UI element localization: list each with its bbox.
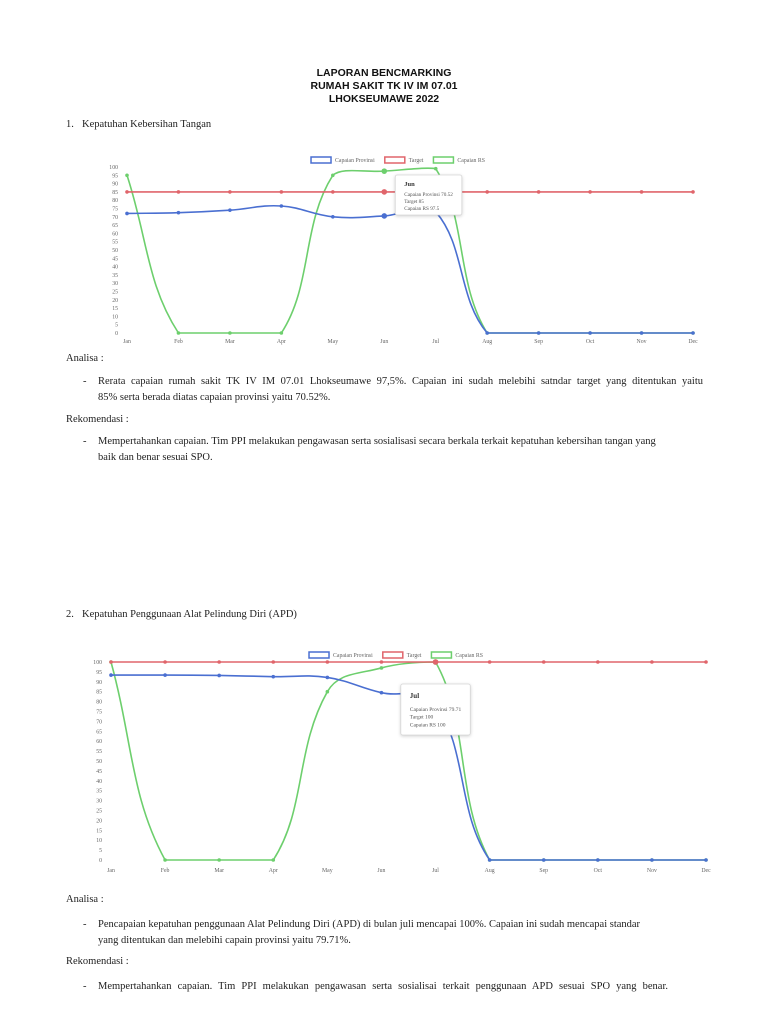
y-tick-label: 35: [96, 788, 102, 795]
data-point-target: [488, 660, 492, 664]
y-tick-label: 20: [112, 297, 118, 304]
section-1-title: Kepatuhan Kebersihan Tangan: [82, 119, 212, 130]
report-title-line-3: LHOKSEUMAWE 2022: [328, 93, 440, 105]
y-tick-label: 100: [93, 660, 102, 666]
data-point-capaian-provinsi: [109, 673, 113, 677]
y-tick-label: 15: [112, 306, 118, 313]
y-tick-label: 85: [96, 689, 102, 696]
y-tick-label: 55: [96, 749, 102, 756]
y-tick-label: 30: [112, 281, 118, 288]
data-point-target: [109, 660, 113, 664]
legend-label: Capaian Provinsi: [333, 653, 373, 659]
legend-item-capaian-provinsi: [311, 157, 375, 164]
data-point-capaian-provinsi: [650, 858, 654, 862]
y-tick-label: 65: [112, 223, 118, 230]
legend-label: Capaian RS: [455, 653, 483, 659]
y-axis: [109, 165, 118, 337]
data-point-capaian-provinsi: [640, 331, 644, 335]
bullet-line: Rerata capaian rumah sakit TK IV IM 07.01 Lhokseumawe 97,5%. Capaian ini sudah melebihi satndar target yang ditentukan yaitu: [98, 376, 703, 387]
x-tick-label: Jun: [380, 339, 389, 345]
tooltip-line: Capaian RS 97.5: [404, 206, 440, 212]
data-point-capaian-rs: [228, 331, 232, 335]
section-1-rekomendasi-label: Rekomendasi :: [66, 414, 129, 425]
data-point-capaian-provinsi: [542, 858, 546, 862]
data-point-target: [704, 660, 708, 664]
x-tick-label: Jun: [377, 868, 386, 874]
legend-item-capaian-rs: [431, 652, 483, 659]
data-point-capaian-rs: [125, 174, 129, 178]
legend-item-target: [385, 157, 424, 164]
y-tick-label: 35: [112, 272, 118, 279]
data-point-capaian-provinsi: [691, 331, 695, 335]
data-point-target: [596, 660, 600, 664]
y-tick-label: 0: [99, 858, 102, 864]
section-2-rekomendasi-label: Rekomendasi :: [66, 956, 129, 967]
data-point-capaian-provinsi: [280, 204, 284, 208]
series-capaian-provinsi: [125, 204, 695, 335]
data-point-capaian-rs: [217, 858, 221, 862]
legend-swatch: [433, 157, 453, 163]
section-2-heading: [66, 607, 666, 622]
series-line-capaian-provinsi: [127, 206, 693, 333]
legend-item-capaian-provinsi: [309, 652, 373, 659]
data-point-target: [640, 190, 644, 194]
data-point-target: [331, 190, 335, 194]
data-point-capaian-provinsi: [588, 331, 592, 335]
y-tick-label: 80: [96, 699, 102, 706]
bullet-dash: -: [83, 436, 87, 447]
section-1-number: 1.: [66, 119, 74, 130]
data-point-capaian-rs: [177, 331, 181, 335]
x-axis: [123, 339, 698, 345]
data-point-target: [433, 659, 439, 665]
y-tick-label: 40: [112, 264, 118, 271]
x-tick-label: Jul: [432, 868, 439, 874]
data-point-capaian-provinsi: [228, 208, 232, 212]
y-tick-label: 75: [112, 206, 118, 213]
y-tick-label: 20: [96, 818, 102, 825]
section-2-title: Kepatuhan Penggunaan Alat Pelindung Diri (APD): [82, 609, 297, 620]
y-tick-label: 70: [112, 214, 118, 221]
data-point-capaian-provinsi: [380, 691, 384, 695]
x-axis: [107, 868, 711, 874]
data-point-target: [217, 660, 221, 664]
y-tick-label: 85: [112, 189, 118, 196]
data-point-target: [691, 190, 695, 194]
x-tick-label: Aug: [484, 868, 495, 874]
bullet-line: Pencapaian kepatuhan penggunaan Alat Pelindung Diri (APD) di bulan juli mencapai 100%. Capaian ini sudah mencapai standar: [98, 919, 641, 930]
x-tick-label: Sep: [534, 339, 543, 345]
tooltip: [401, 684, 470, 735]
report-title-line-1: LAPORAN BENCMARKING: [316, 67, 452, 79]
x-tick-label: Jul: [432, 339, 440, 345]
section-2-number: 2.: [66, 609, 74, 620]
y-tick-label: 45: [96, 768, 102, 775]
x-tick-label: Apr: [268, 868, 278, 874]
y-tick-label: 10: [96, 838, 102, 845]
apd-compliance-chart: [80, 645, 720, 880]
x-tick-label: May: [327, 339, 339, 345]
bullet-line: Mempertahankan capaian. Tim PPI melakukan pengawasan serta sosialisai terkait penggunaan APD sesuai SPO yang benar.: [98, 981, 668, 992]
y-tick-label: 90: [96, 679, 102, 686]
y-axis: [93, 660, 102, 864]
data-point-capaian-rs: [271, 858, 275, 862]
y-tick-label: 45: [112, 256, 118, 263]
bullet-text: [98, 979, 668, 995]
section-1-analisa-label: Analisa :: [66, 353, 104, 364]
tooltip-line: Capaian RS 100: [409, 722, 446, 729]
legend-swatch: [311, 157, 331, 163]
data-point-target: [542, 660, 546, 664]
y-tick-label: 5: [99, 848, 102, 855]
legend-item-capaian-rs: [433, 157, 485, 164]
data-point-capaian-provinsi: [331, 215, 335, 219]
x-tick-label: Apr: [276, 339, 286, 345]
legend: [311, 157, 485, 164]
data-point-capaian-provinsi: [381, 213, 387, 219]
hand-hygiene-compliance-chart: [90, 150, 710, 350]
legend-swatch: [385, 157, 405, 163]
data-point-target: [271, 660, 275, 664]
y-tick-label: 30: [96, 798, 102, 805]
data-point-target: [537, 190, 541, 194]
section-2-analisa-label: Analisa :: [66, 894, 104, 905]
bullet-line: Mempertahankan capaian. Tim PPI melakukan pengawasan serta sosialisasi secara berkala terkait kepatuhan kebersihan tangan yang: [98, 436, 656, 447]
data-point-capaian-provinsi: [485, 331, 489, 335]
x-tick-label: Dec: [688, 339, 698, 345]
legend-label: Capaian RS: [457, 158, 485, 164]
x-tick-label: Jan: [123, 339, 131, 345]
data-point-capaian-rs: [381, 168, 387, 174]
y-tick-label: 65: [96, 729, 102, 736]
report-title: [0, 67, 768, 106]
data-point-target: [177, 190, 181, 194]
y-tick-label: 25: [112, 289, 118, 296]
data-point-capaian-rs: [331, 174, 335, 178]
data-point-capaian-provinsi: [217, 674, 221, 678]
tooltip: [395, 175, 462, 215]
legend-swatch: [309, 652, 329, 658]
y-tick-label: 60: [112, 231, 118, 238]
legend-label: Capaian Provinsi: [335, 158, 375, 164]
y-tick-label: 75: [96, 709, 102, 716]
y-tick-label: 90: [112, 181, 118, 188]
data-point-capaian-provinsi: [125, 212, 129, 216]
section-1-rekomendasi-item: [0, 434, 768, 466]
y-tick-label: 50: [96, 759, 102, 765]
tooltip-line: Target 85: [404, 199, 424, 205]
x-tick-label: May: [322, 868, 333, 874]
bullet-line: baik dan benar sesuai SPO.: [98, 451, 213, 463]
data-point-target: [381, 189, 387, 195]
data-point-capaian-provinsi: [596, 858, 600, 862]
data-point-target: [125, 190, 129, 194]
data-point-capaian-rs: [434, 167, 438, 171]
bullet-text: [98, 374, 703, 405]
x-tick-label: Nov: [646, 868, 657, 874]
x-tick-label: Feb: [174, 339, 183, 345]
x-tick-label: Aug: [482, 339, 493, 345]
bullet-line: yang ditentukan dan melebihi capain provinsi yaitu 79.71%.: [98, 934, 351, 946]
y-tick-label: 55: [112, 239, 118, 246]
tooltip-line: Target 100: [409, 714, 434, 721]
section-1-heading: [66, 117, 666, 132]
report-title-line-2: RUMAH SAKIT TK IV IM 07.01: [310, 80, 458, 92]
y-tick-label: 70: [96, 719, 102, 726]
legend-label: Target: [406, 653, 422, 659]
section-1-analisa-item: [0, 374, 768, 406]
legend: [309, 652, 483, 659]
data-point-target: [650, 660, 654, 664]
y-tick-label: 40: [96, 778, 102, 785]
y-tick-label: 95: [112, 173, 118, 180]
tooltip-line: Capaian Provinsi 79.71: [409, 707, 462, 713]
x-tick-label: Feb: [160, 868, 170, 874]
y-tick-label: 100: [109, 165, 118, 171]
data-point-capaian-provinsi: [704, 858, 708, 862]
data-point-target: [228, 190, 232, 194]
y-tick-label: 5: [115, 322, 118, 329]
data-point-target: [380, 660, 384, 664]
data-point-target: [326, 660, 330, 664]
bullet-text: [98, 434, 656, 465]
y-tick-label: 0: [115, 331, 118, 337]
legend-label: Target: [408, 158, 424, 164]
bullet-dash: -: [83, 376, 87, 387]
legend-swatch: [383, 652, 403, 658]
y-tick-label: 25: [96, 808, 102, 815]
x-tick-label: Oct: [593, 868, 603, 874]
y-tick-label: 50: [112, 248, 118, 254]
x-tick-label: Nov: [636, 339, 647, 345]
y-tick-label: 10: [112, 314, 118, 321]
x-tick-label: Mar: [225, 339, 235, 345]
data-point-capaian-provinsi: [177, 211, 181, 215]
data-point-target: [280, 190, 284, 194]
tooltip-title: Jul: [409, 692, 420, 700]
x-tick-label: Dec: [701, 868, 711, 874]
data-point-capaian-provinsi: [326, 676, 330, 680]
y-tick-label: 60: [96, 739, 102, 746]
bullet-dash: -: [83, 981, 87, 992]
data-point-capaian-provinsi: [537, 331, 541, 335]
y-tick-label: 80: [112, 198, 118, 205]
data-point-capaian-provinsi: [271, 675, 275, 679]
section-2-rekomendasi-item: [0, 979, 768, 1011]
data-point-capaian-rs: [380, 666, 384, 670]
bullet-line: 85% serta berada diatas capaian provinsi yaitu 70.52%.: [98, 391, 331, 403]
data-point-capaian-rs: [326, 690, 330, 694]
section-2-analisa-item: [0, 917, 768, 949]
y-tick-label: 95: [96, 669, 102, 676]
bullet-text: [98, 917, 640, 948]
data-point-target: [163, 660, 167, 664]
bullet-dash: -: [83, 919, 87, 930]
data-point-capaian-rs: [163, 858, 167, 862]
legend-swatch: [431, 652, 451, 658]
x-tick-label: Oct: [585, 339, 595, 345]
x-tick-label: Jan: [107, 868, 115, 874]
x-tick-label: Mar: [214, 868, 225, 874]
y-tick-label: 15: [96, 828, 102, 835]
data-point-capaian-rs: [280, 331, 284, 335]
data-point-capaian-provinsi: [488, 858, 492, 862]
tooltip-title: Jun: [404, 181, 415, 188]
legend-item-target: [383, 652, 422, 659]
data-point-target: [485, 190, 489, 194]
x-tick-label: Sep: [539, 868, 549, 874]
tooltip-line: Capaian Provinsi 70.52: [404, 192, 453, 198]
data-point-target: [588, 190, 592, 194]
data-point-capaian-provinsi: [163, 673, 167, 677]
